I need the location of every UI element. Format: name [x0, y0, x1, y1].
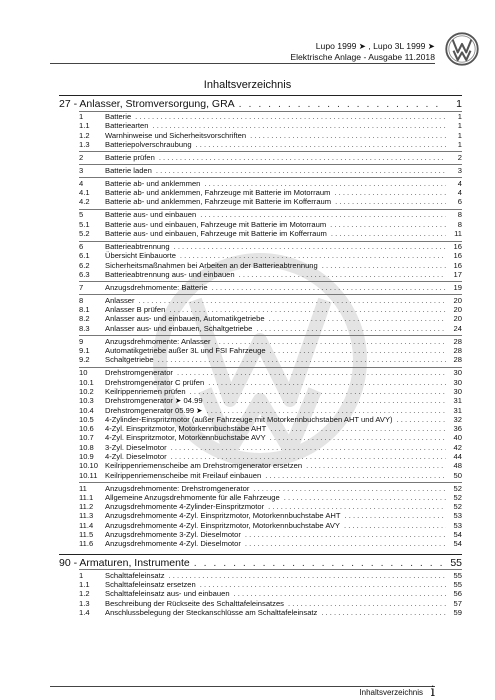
toc-subsection-row[interactable]	[59, 530, 462, 539]
toc-dot-leader	[270, 346, 446, 355]
header-edition-line: Elektrische Anlage - Ausgabe 11.2018	[290, 52, 435, 62]
toc-subsection-row[interactable]	[59, 452, 462, 461]
toc-entry-title: Automatikgetriebe außer 3L und FSI Fahrzeuge	[105, 346, 266, 356]
toc-section-divider	[79, 241, 462, 242]
toc-page-number: 52	[453, 502, 462, 512]
toc-section-divider	[79, 111, 462, 112]
toc-section-divider	[79, 367, 462, 368]
toc-dot-leader	[270, 424, 446, 433]
footer-page-number: i	[430, 684, 435, 700]
toc-entry-number: 4	[79, 178, 84, 188]
toc-subsection-row[interactable]	[59, 608, 462, 617]
toc-entry-title: Drehstromgenerator C prüfen	[105, 377, 205, 387]
toc-dot-leader	[171, 443, 446, 452]
toc-entry-number: 10.2	[79, 386, 94, 396]
toc-chapter-row[interactable]	[59, 95, 462, 112]
toc-section-divider	[79, 164, 462, 165]
toc-subsection-row[interactable]	[59, 314, 462, 323]
toc-subsection-row[interactable]	[59, 131, 462, 140]
header-model-line: Lupo 1999 ➤ , Lupo 3L 1999 ➤	[315, 41, 435, 51]
toc-subsection-row[interactable]	[59, 461, 462, 470]
toc-entry-title: Keilrippenriemen prüfen	[105, 386, 186, 396]
toc-section-divider	[79, 281, 462, 282]
toc-page-number: 31	[453, 396, 462, 406]
toc-entry-title: Anzugsdrehmomente 4-Zylinder-Einspritzmotor	[105, 502, 265, 512]
toc-page-number: 4	[457, 188, 462, 198]
toc-entry-number: 4.2	[79, 197, 90, 207]
toc-entry-number: 1.4	[79, 607, 90, 617]
toc-entry-title: Drehstromgenerator ➤ 04.99	[105, 396, 203, 406]
toc-dot-leader	[345, 511, 446, 520]
toc-entry-number: 1.3	[79, 139, 90, 149]
toc-entry-title: 3-Zyl. Dieselmotor	[105, 442, 167, 452]
toc-entry-title: Batterie laden	[105, 165, 152, 175]
toc-subsection-row[interactable]	[59, 387, 462, 396]
toc-page-number: 3	[457, 165, 462, 175]
toc-entry-title: 4-Zyl. Dieselmotor	[105, 451, 167, 461]
toc-page-number: 11	[454, 229, 462, 239]
toc-section-row[interactable]	[59, 484, 462, 493]
toc-page-number: 1	[457, 130, 462, 140]
toc-entry-number: 9.1	[79, 346, 90, 356]
toc-dot-leader	[215, 337, 446, 346]
toc-page-number: 28	[453, 336, 462, 346]
toc-entry-number: 10.9	[79, 451, 94, 461]
toc-entry-number: 1.2	[79, 130, 90, 140]
toc-entry-number: 11	[79, 483, 87, 493]
toc-section-row[interactable]	[59, 153, 462, 162]
toc-entry-title: Anzugsdrehmomente 4-Zyl. Einspritzmotor, Motorkennbuchstabe AVY	[105, 520, 340, 530]
toc-dot-leader	[169, 571, 446, 580]
toc-dot-leader	[265, 471, 446, 480]
toc-entry-number: 10.6	[79, 424, 94, 434]
toc-page-number: 32	[453, 414, 462, 424]
toc-dot-leader	[245, 530, 446, 539]
toc-subsection-row[interactable]	[59, 261, 462, 270]
toc-page-number: 59	[453, 607, 462, 617]
toc-section-row[interactable]	[59, 112, 462, 121]
toc-dot-leader	[190, 387, 446, 396]
toc-dot-leader	[330, 220, 446, 229]
toc-dot-leader	[256, 324, 446, 333]
toc-subsection-row[interactable]	[59, 471, 462, 480]
toc-dot-leader	[135, 112, 446, 121]
toc-entry-number: 10.8	[79, 442, 94, 452]
toc-entry-title: Schalttafeleinsatz	[105, 570, 165, 580]
toc-dot-leader	[158, 355, 446, 364]
toc-entry-title: Anlasser aus- und einbauen, Automatikgetriebe	[105, 314, 265, 324]
toc-entry-title: Anzugsdrehmomente: Batterie	[105, 282, 208, 292]
toc-entry-title: Batterie aus- und einbauen, Fahrzeuge mit Batterie im Motorraum	[105, 219, 327, 229]
toc-dot-leader	[208, 378, 446, 387]
toc-dot-leader	[156, 166, 446, 175]
toc-entry-number: 1.1	[79, 579, 90, 589]
toc-page-number: 1	[457, 112, 462, 121]
toc-page-number: 30	[453, 368, 462, 378]
toc-entry-title: 4-Zyl. Einspritzmotor, Motorkennbuchstabe AHT	[105, 424, 267, 434]
toc-dot-leader	[200, 580, 446, 589]
vw-logo-icon	[445, 32, 479, 66]
toc-page-number: 28	[453, 346, 462, 356]
toc-dot-leader	[250, 131, 446, 140]
toc-subsection-row[interactable]	[59, 406, 462, 415]
toc-page-number: 44	[453, 451, 462, 461]
toc-subsection-row[interactable]	[59, 378, 462, 387]
toc-entry-number: 1.2	[79, 589, 90, 599]
toc-subsection-row[interactable]	[59, 251, 462, 260]
toc-page-number: 20	[453, 314, 462, 324]
toc-entry-title: Warnhinweise und Sicherheitsvorschriften	[105, 130, 247, 140]
toc-section-row[interactable]	[59, 283, 462, 292]
toc-dot-leader	[180, 251, 446, 260]
toc-page-number: 30	[453, 386, 462, 396]
toc-entry-number: 4.1	[79, 188, 90, 198]
toc-entry-number: 9.2	[79, 355, 90, 365]
toc-entry-number: 8.1	[79, 305, 90, 315]
toc-dot-leader	[335, 197, 446, 206]
toc-page-number: 1	[456, 98, 462, 110]
toc-section-divider	[79, 482, 462, 483]
toc-entry-title: Drehstromgenerator 05.99 ➤	[105, 405, 203, 415]
toc-entry-number: 10.7	[79, 433, 94, 443]
toc-entry-title: Keilrippenriemenscheibe mit Freilauf einbauen	[105, 470, 262, 480]
toc-page-number: 16	[453, 251, 462, 261]
toc-page-number: 55	[450, 556, 462, 569]
toc-page-number: 50	[453, 470, 462, 480]
toc-page-number: 31	[453, 405, 462, 415]
toc-entry-number: 2	[79, 152, 84, 162]
toc-dot-leader	[207, 406, 446, 415]
toc-entry-title: 27 - Anlasser, Stromversorgung, GRA	[59, 98, 235, 110]
toc-page-number: 20	[453, 305, 462, 315]
toc-entry-number: 5.1	[79, 219, 90, 229]
toc-subsection-row[interactable]	[59, 539, 462, 548]
toc-entry-title: Beschreibung der Rückseite des Schalttafeleinsatzes	[105, 598, 284, 608]
toc-dot-leader	[177, 368, 446, 377]
toc-section-row[interactable]	[59, 210, 462, 219]
toc-entry-title: Anzugsdrehmomente 4-Zyl. Dieselmotor	[105, 539, 241, 549]
toc-entry-number: 3	[79, 165, 84, 175]
toc-entry-title: Batterie aus- und einbauen	[105, 210, 197, 220]
toc-page-number: 48	[453, 461, 462, 471]
toc-entry-title: 4-Zyl. Einspritzmotor, Motorkennbuchstabe AVY	[105, 433, 266, 443]
footer-label: Inhaltsverzeichnis	[359, 688, 423, 697]
toc-entry-title: Allgemeine Anzugsdrehmomente für alle Fahrzeuge	[105, 492, 280, 502]
toc-entry-title: Batteriearten	[105, 121, 149, 131]
toc-entry-title: Keilrippenriemenscheibe am Drehstromgenerator ersetzen	[105, 461, 303, 471]
toc-dot-leader	[171, 452, 446, 461]
toc-subsection-row[interactable]	[59, 493, 462, 502]
toc-entry-number: 6.3	[79, 269, 90, 279]
toc-dot-leader	[169, 305, 446, 314]
toc-dot-leader	[284, 493, 446, 502]
toc-dot-leader	[174, 242, 446, 251]
toc-dot-leader	[268, 502, 446, 511]
toc-page-number: 57	[453, 598, 462, 608]
toc-section-divider	[79, 151, 462, 152]
footer-divider	[50, 686, 435, 687]
toc-page-number: 6	[457, 197, 462, 207]
toc-subsection-row[interactable]	[59, 580, 462, 589]
toc-page-number: 53	[453, 520, 462, 530]
toc-dot-leader	[253, 484, 446, 493]
toc-entry-number: 8	[79, 295, 84, 305]
toc-page-number: 1	[457, 139, 462, 149]
toc-page-number: 8	[457, 210, 462, 220]
toc-page-number: 30	[453, 377, 462, 387]
toc-entry-number: 8.3	[79, 323, 90, 333]
toc-dot-leader	[321, 608, 446, 617]
toc-dot-leader	[212, 283, 446, 292]
toc-entry-number: 5	[79, 210, 84, 220]
toc-page-number: 54	[453, 539, 462, 549]
toc-subsection-row[interactable]	[59, 589, 462, 598]
toc-subsection-row[interactable]	[59, 188, 462, 197]
toc-subsection-row[interactable]	[59, 346, 462, 355]
toc-page-number: 55	[453, 570, 462, 580]
toc-section-row[interactable]	[59, 337, 462, 346]
toc-page-number: 52	[453, 483, 462, 493]
toc-dot-leader	[322, 261, 446, 270]
toc-section-row[interactable]	[59, 296, 462, 305]
toc-page-number: 1	[457, 121, 462, 131]
toc-section-row[interactable]	[59, 368, 462, 377]
toc-entry-title: Anzugsdrehmomente: Anlasser	[105, 336, 211, 346]
toc-section-row[interactable]	[59, 166, 462, 175]
page-title: Inhaltsverzeichnis	[203, 79, 292, 91]
header-divider	[50, 63, 435, 64]
toc-entry-title: Anlasser B prüfen	[105, 305, 166, 315]
toc-entry-title: Batterie ab- und anklemmen, Fahrzeuge mit Batterie im Motorraum	[105, 188, 331, 198]
toc-page-number: 40	[453, 433, 462, 443]
table-of-contents	[59, 90, 462, 617]
toc-subsection-row[interactable]	[59, 121, 462, 130]
toc-entry-number: 10	[79, 368, 88, 378]
toc-entry-number: 6.2	[79, 260, 90, 270]
toc-entry-title: Schaltgetriebe	[105, 355, 154, 365]
toc-page-number: 56	[453, 589, 462, 599]
toc-entry-title: Batterie ab- und anklemmen, Fahrzeuge mit Batterie im Kofferraum	[105, 197, 332, 207]
toc-dot-leader	[344, 521, 446, 530]
toc-entry-number: 11.1	[79, 492, 94, 502]
toc-dot-leader	[200, 210, 446, 219]
toc-entry-number: 7	[79, 282, 84, 292]
toc-entry-title: Batterie aus- und einbauen, Fahrzeuge mit Batterie im Kofferraum	[105, 229, 327, 239]
toc-entry-number: 11.4	[79, 520, 94, 530]
toc-subsection-row[interactable]	[59, 396, 462, 405]
toc-entry-title: Batterie	[105, 112, 132, 121]
toc-page-number: 17	[453, 269, 462, 279]
toc-page-number: 19	[453, 282, 462, 292]
toc-subsection-row[interactable]	[59, 521, 462, 530]
toc-entry-title: Batteriepolverschraubung	[105, 139, 192, 149]
toc-dot-leader	[306, 461, 446, 470]
toc-entry-number: 6.1	[79, 251, 90, 261]
toc-entry-number: 1	[79, 112, 84, 121]
toc-entry-title: Übersicht Einbauorte	[105, 251, 176, 261]
toc-dot-leader	[234, 589, 446, 598]
toc-entry-number: 1.3	[79, 598, 90, 608]
toc-subsection-row[interactable]	[59, 270, 462, 279]
toc-section-divider	[79, 294, 462, 295]
toc-dot-leader	[196, 140, 446, 149]
toc-entry-title: Anzugsdrehmomente: Drehstromgenerator	[105, 483, 250, 493]
toc-page-number: 8	[457, 219, 462, 229]
toc-entry-title: 90 - Armaturen, Instrumente	[59, 556, 190, 569]
toc-entry-number: 8.2	[79, 314, 90, 324]
toc-entry-title: Batterie prüfen	[105, 152, 155, 162]
toc-entry-number: 1.1	[79, 121, 90, 131]
toc-dot-leader	[334, 188, 446, 197]
toc-entry-title: Anlasser aus- und einbauen, Schaltgetriebe	[105, 323, 253, 333]
toc-page-number: 28	[453, 355, 462, 365]
toc-page-number: 54	[453, 530, 462, 540]
toc-entry-title: Batterieabtrennung	[105, 242, 170, 251]
toc-chapter-row[interactable]	[59, 554, 462, 571]
toc-subsection-row[interactable]	[59, 433, 462, 442]
toc-section-divider	[79, 569, 462, 570]
toc-page-number: 24	[453, 323, 462, 333]
toc-entry-number: 11.3	[79, 511, 94, 521]
toc-entry-number: 10.3	[79, 396, 94, 406]
toc-entry-number: 10.5	[79, 414, 94, 424]
toc-subsection-row[interactable]	[59, 443, 462, 452]
toc-entry-number: 9	[79, 336, 84, 346]
toc-page-number: 55	[453, 579, 462, 589]
toc-dot-leader	[207, 396, 446, 405]
toc-dot-leader	[159, 153, 446, 162]
toc-entry-title: Anschlussbelegung der Steckanschlüsse am Schalttafeleinsatz	[105, 607, 318, 617]
toc-subsection-row[interactable]	[59, 511, 462, 520]
toc-entry-title: Batterie ab- und anklemmen	[105, 178, 201, 188]
toc-subsection-row[interactable]	[59, 220, 462, 229]
toc-entry-number: 11.6	[79, 539, 94, 549]
toc-subsection-row[interactable]	[59, 140, 462, 149]
toc-dot-leader	[204, 179, 446, 188]
toc-entry-number: 10.10	[79, 461, 99, 471]
toc-subsection-row[interactable]	[59, 424, 462, 433]
toc-entry-title: 4-Zylinder-Einspritzmotor (außer Fahrzeuge mit Motorkennbuchstaben AHT und AVY)	[105, 414, 393, 424]
toc-subsection-row[interactable]	[59, 305, 462, 314]
toc-section-divider	[79, 209, 462, 210]
toc-entry-title: Anlasser	[105, 295, 135, 305]
toc-entry-title: Drehstromgenerator	[105, 368, 173, 378]
toc-entry-number: 10.1	[79, 377, 94, 387]
toc-dot-leader	[269, 314, 446, 323]
toc-entry-number: 11.2	[79, 502, 94, 512]
toc-entry-number: 6	[79, 242, 84, 251]
toc-entry-number: 10.11	[79, 470, 98, 480]
toc-section-row[interactable]	[59, 571, 462, 580]
toc-page-number: 4	[457, 178, 462, 188]
toc-subsection-row[interactable]	[59, 197, 462, 206]
toc-section-row[interactable]	[59, 179, 462, 188]
toc-entry-title: Sicherheitsmaßnahmen bei Arbeiten an der Batterieabtrennung	[105, 260, 318, 270]
toc-page-number: 36	[453, 424, 462, 434]
toc-dot-leader	[152, 121, 446, 130]
toc-subsection-row[interactable]	[59, 599, 462, 608]
toc-subsection-row[interactable]	[59, 415, 462, 424]
toc-entry-title: Schalttafeleinsatz ersetzen	[105, 579, 196, 589]
toc-section-divider	[79, 177, 462, 178]
toc-dot-leader	[397, 415, 446, 424]
toc-entry-number: 10.4	[79, 405, 94, 415]
page-header	[0, 0, 495, 68]
toc-subsection-row[interactable]	[59, 355, 462, 364]
toc-page-number: 20	[453, 295, 462, 305]
toc-entry-title: Batterieabtrennung aus- und einbauen	[105, 269, 235, 279]
toc-subsection-row[interactable]	[59, 229, 462, 238]
toc-page-number: 53	[453, 511, 462, 521]
toc-entry-number: 11.5	[79, 530, 94, 540]
toc-section-divider	[79, 335, 462, 336]
toc-subsection-row[interactable]	[59, 502, 462, 511]
toc-entry-title: Anzugsdrehmomente 3-Zyl. Dieselmotor	[105, 530, 241, 540]
toc-dot-leader	[245, 539, 446, 548]
toc-page-number: 2	[457, 152, 462, 162]
toc-dot-leader	[139, 296, 446, 305]
toc-entry-number: 1	[79, 570, 84, 580]
toc-dot-leader	[288, 599, 446, 608]
toc-page-number: 16	[453, 242, 462, 251]
toc-dot-leader	[270, 433, 446, 442]
toc-dot-leader	[331, 229, 446, 238]
toc-dot-leader	[239, 270, 446, 279]
toc-subsection-row[interactable]	[59, 324, 462, 333]
toc-page-number: 52	[453, 492, 462, 502]
toc-page-number: 16	[453, 260, 462, 270]
toc-entry-title: Schalttafeleinsatz aus- und einbauen	[105, 589, 230, 599]
toc-entry-title: Anzugsdrehmomente 4-Zyl. Einspritzmotor, Motorkennbuchstabe AHT	[105, 511, 341, 521]
toc-entry-number: 5.2	[79, 229, 90, 239]
toc-section-row[interactable]	[59, 242, 462, 251]
toc-page-number: 42	[453, 442, 462, 452]
